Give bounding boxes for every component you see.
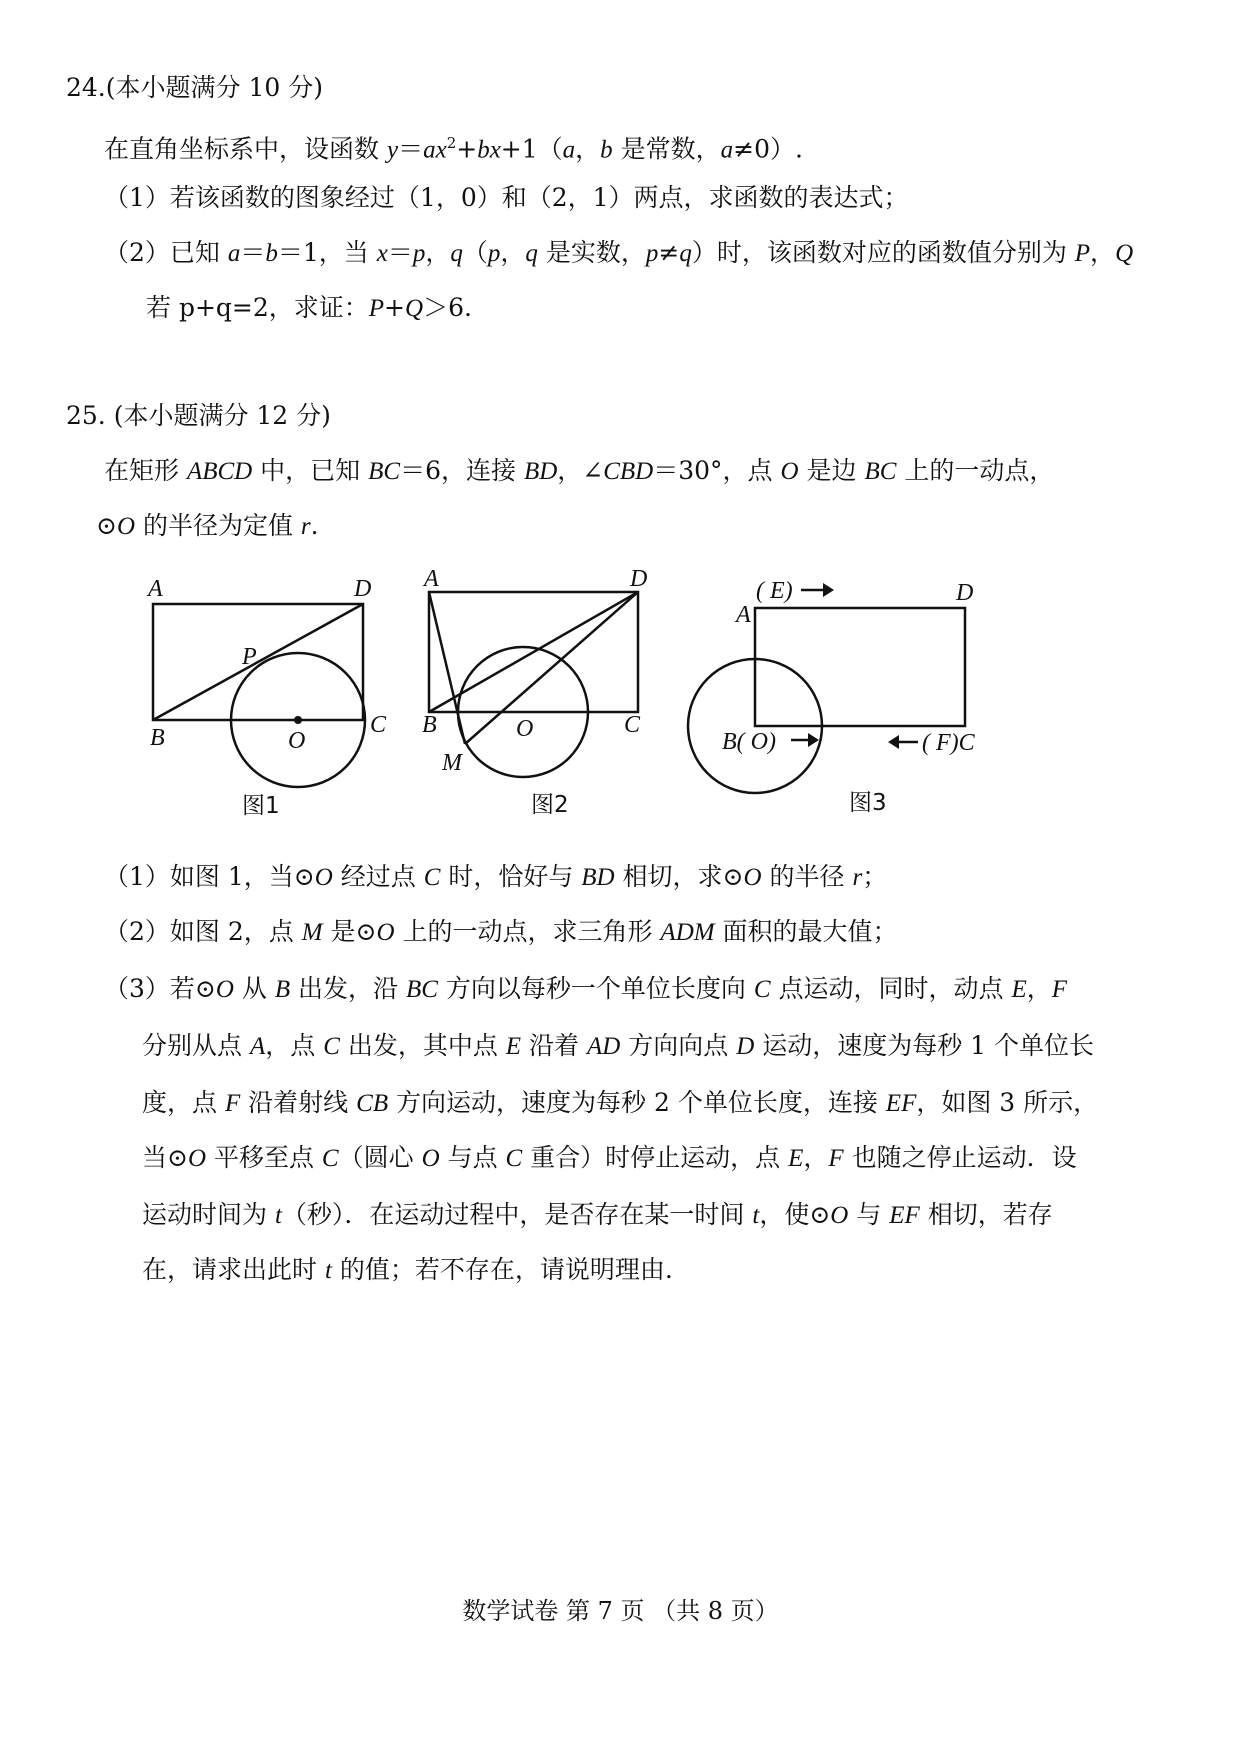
figure-1 <box>130 570 400 830</box>
q24-stem <box>104 127 803 166</box>
text-run: 度，点 <box>142 1088 225 1117</box>
text-run: ≠ <box>658 238 680 267</box>
text-run: 2 <box>446 134 457 152</box>
text-run: ＞6. <box>423 293 472 322</box>
text-run: ， <box>1026 974 1052 1003</box>
text-run: 重合）时停止运动，点 <box>522 1143 789 1172</box>
page-footer: 数学试卷 第 7 页 （共 8 页） <box>462 1597 779 1625</box>
fig2-label-b: B <box>422 712 437 738</box>
q25-stem-line1 <box>104 455 1054 488</box>
fig2-segment-dm <box>465 592 638 744</box>
text-run: 出发，其中点 <box>339 1031 506 1060</box>
text-run: q <box>525 240 538 267</box>
text-run: p <box>487 240 501 267</box>
text-run: 方向运动，速度为每秒 2 个单位长度，连接 <box>388 1088 886 1117</box>
text-run: ， <box>500 238 526 267</box>
text-run: b <box>600 136 613 164</box>
text-run: Q <box>405 295 424 322</box>
text-run: O <box>780 458 799 485</box>
text-run: EF <box>885 1090 917 1117</box>
text-run: 沿着射线 <box>240 1088 357 1117</box>
text-run: （3）若⊙ <box>104 974 216 1003</box>
text-run: F <box>828 1145 844 1172</box>
fig1-caption: 图1 <box>242 793 280 819</box>
text-run: a <box>227 240 241 267</box>
text-run: BC <box>368 458 401 485</box>
text-run: 是边 <box>798 456 865 485</box>
fig2-label-o: O <box>516 716 534 742</box>
text-run: y <box>386 136 399 164</box>
text-run: t <box>274 1202 282 1229</box>
text-run: M <box>301 919 323 946</box>
q24-part1: （1）若该函数的图象经过（1，0）和（2，1）两点，求函数的表达式； <box>104 183 909 212</box>
text-run: C <box>321 1145 339 1172</box>
fig1-label-b: B <box>150 725 165 751</box>
text-run: 点运动，同时，动点 <box>770 974 1012 1003</box>
fig1-label-d: D <box>354 576 372 602</box>
text-run: （ <box>462 238 488 267</box>
q25-part3-line4 <box>142 1142 1077 1175</box>
text-run: E <box>505 1033 522 1060</box>
text-run: + <box>456 134 478 164</box>
text-run: ADM <box>660 919 715 946</box>
fig1-center-dot <box>294 716 302 724</box>
text-run: p <box>645 240 659 267</box>
fig3-arrowhead-o <box>808 733 819 747</box>
text-run: a <box>720 136 734 164</box>
text-run: O <box>743 864 762 891</box>
text-run: 若 p+q=2，求证： <box>146 293 369 322</box>
text-run: b <box>265 240 278 267</box>
text-run: 中，已知 <box>252 456 369 485</box>
q25-part2 <box>104 916 898 949</box>
q25-part3-line2 <box>142 1030 1094 1063</box>
text-run: 方向向点 <box>620 1031 737 1060</box>
fig3-label-fc: ( F)C <box>922 730 975 756</box>
text-run: ， <box>803 1143 829 1172</box>
text-run: C <box>753 976 771 1003</box>
text-run: 运动，速度为每秒 1 个单位长 <box>754 1031 1095 1060</box>
text-run: ＝ <box>240 238 266 267</box>
text-run: ； <box>862 862 888 891</box>
text-run: ， <box>1090 238 1116 267</box>
text-run: 在，请求出此时 <box>142 1255 325 1284</box>
q25-part3-line5 <box>142 1199 1053 1232</box>
text-run: ，如图 3 所示， <box>916 1088 1099 1117</box>
text-run: 方向以每秒一个单位长度向 <box>437 974 754 1003</box>
text-run: 上的一动点， <box>896 456 1055 485</box>
text-run: ＝ <box>387 238 413 267</box>
text-run: ＝30°，点 <box>653 456 781 485</box>
text-run: ax <box>423 136 447 164</box>
text-run: ≠0）. <box>733 134 803 164</box>
text-run: + <box>384 293 405 322</box>
text-run: +1（ <box>500 134 563 164</box>
figure-2 <box>412 562 662 822</box>
text-run: A <box>249 1033 266 1060</box>
text-run: t <box>324 1257 332 1284</box>
fig2-label-m: M <box>442 750 462 776</box>
text-run: 也随之停止运动．设 <box>843 1143 1077 1172</box>
text-run: 相切，求⊙ <box>614 862 744 891</box>
text-run: 与点 <box>439 1143 506 1172</box>
text-run: a <box>562 136 576 164</box>
text-run: P <box>368 295 385 322</box>
fig1-label-o: O <box>288 728 306 754</box>
text-run: ， <box>575 134 601 164</box>
text-run: O <box>830 1202 849 1229</box>
q24-part2-line1 <box>104 237 1133 270</box>
text-run: BC <box>864 458 897 485</box>
fig3-label-d: D <box>956 580 974 606</box>
text-run: BD <box>581 864 615 891</box>
text-run: C <box>323 1033 340 1060</box>
text-run: （2）如图 2，点 <box>104 917 302 946</box>
q25-part3-line1 <box>104 973 1067 1006</box>
text-run: bx <box>477 136 501 164</box>
text-run: 相切，若存 <box>919 1200 1053 1229</box>
fig2-label-c: C <box>624 712 641 738</box>
text-run: ，点 <box>265 1031 324 1060</box>
text-run: ABCD <box>186 458 253 485</box>
text-run: r <box>852 864 863 891</box>
q25-part3-line6 <box>142 1254 673 1287</box>
text-run: 是⊙ <box>322 917 377 946</box>
text-run: CBD <box>603 458 654 485</box>
q25-header: 25. (本小题满分 12 分) <box>66 401 331 430</box>
text-run: 在直角坐标系中，设函数 <box>104 134 387 164</box>
text-run: （圆心 <box>338 1143 422 1172</box>
text-run: 在矩形 <box>104 456 187 485</box>
text-run: O <box>215 976 234 1003</box>
q25-part1 <box>104 861 887 894</box>
text-run: BC <box>406 976 438 1003</box>
text-run: C <box>505 1145 523 1172</box>
text-run: 时，恰好与 <box>440 862 582 891</box>
text-run: ，∠ <box>557 456 604 485</box>
text-run: p <box>412 240 426 267</box>
text-run: ， <box>425 238 451 267</box>
text-run: O <box>421 1145 440 1172</box>
text-run: 的值；若不存在，请说明理由. <box>331 1255 673 1284</box>
fig1-label-p: P <box>242 644 257 670</box>
text-run: 的半径 <box>761 862 853 891</box>
text-run: C <box>423 864 441 891</box>
fig2-label-a: A <box>424 566 439 592</box>
text-run: CB <box>356 1090 389 1117</box>
text-run: EF <box>889 1202 920 1229</box>
q25-part3-line3 <box>142 1087 1098 1120</box>
fig1-label-a: A <box>148 576 163 602</box>
text-run: 是实数， <box>537 238 646 267</box>
fig2-label-d: D <box>630 566 648 592</box>
text-run: q <box>679 240 692 267</box>
text-run: D <box>736 1033 755 1060</box>
text-run: O <box>187 1145 207 1172</box>
text-run: ，使⊙ <box>759 1200 831 1229</box>
q24-header: 24.(本小题满分 10 分) <box>66 73 323 102</box>
text-run: BD <box>523 458 558 485</box>
text-run: F <box>1051 976 1068 1003</box>
text-run: 出发，沿 <box>290 974 407 1003</box>
text-run: Q <box>1115 240 1134 267</box>
text-run: 平移至点 <box>206 1143 322 1172</box>
fig3-arrowhead-f <box>888 735 899 749</box>
text-run: F <box>224 1090 241 1117</box>
text-run: 的半径为定值 <box>135 511 301 540</box>
text-run: 运动时间为 <box>142 1200 275 1229</box>
text-run: AD <box>586 1033 621 1060</box>
text-run: 沿着 <box>521 1031 587 1060</box>
fig3-caption: 图3 <box>849 790 887 816</box>
figure-3 <box>676 570 1016 830</box>
text-run: ＝6，连接 <box>400 456 524 485</box>
text-run: （秒）．在运动过程中，是否存在某一时间 <box>281 1200 753 1229</box>
q25-stem-line2 <box>96 510 319 543</box>
text-run: . <box>310 511 319 540</box>
text-run: 从 <box>233 974 275 1003</box>
text-run: （2）已知 <box>104 238 228 267</box>
text-run: O <box>376 919 395 946</box>
text-run: 上的一动点，求三角形 <box>394 917 661 946</box>
fig3-label-a: A <box>736 602 751 628</box>
text-run: ＝ <box>398 134 424 164</box>
text-run: B <box>274 976 291 1003</box>
fig3-arrowhead-e <box>823 583 834 597</box>
text-run: E <box>788 1145 804 1172</box>
text-run: 是常数， <box>612 134 721 164</box>
q24-part2-line2 <box>146 292 472 325</box>
fig3-label-e: ( E) <box>756 578 793 604</box>
text-run: x <box>376 240 388 267</box>
text-run: E <box>1011 976 1027 1003</box>
text-run: ＝1，当 <box>277 238 377 267</box>
fig3-label-bo: B( O) <box>722 729 776 755</box>
text-run: q <box>450 240 463 267</box>
text-run: O <box>314 864 333 891</box>
text-run: 分别从点 <box>142 1031 250 1060</box>
text-run: t <box>752 1202 760 1229</box>
text-run: 面积的最大值； <box>714 917 898 946</box>
text-run: 当⊙ <box>142 1143 188 1172</box>
text-run: （1）如图 1，当⊙ <box>104 862 315 891</box>
fig2-caption: 图2 <box>531 792 569 818</box>
text-run: ⊙ <box>96 511 117 540</box>
fig1-label-c: C <box>370 712 387 738</box>
text-run: r <box>300 513 311 540</box>
text-run: ）时，该函数对应的函数值分别为 <box>691 238 1075 267</box>
text-run: 与 <box>848 1200 890 1229</box>
text-run: O <box>116 513 136 540</box>
text-run: 经过点 <box>332 862 424 891</box>
text-run: P <box>1074 240 1091 267</box>
